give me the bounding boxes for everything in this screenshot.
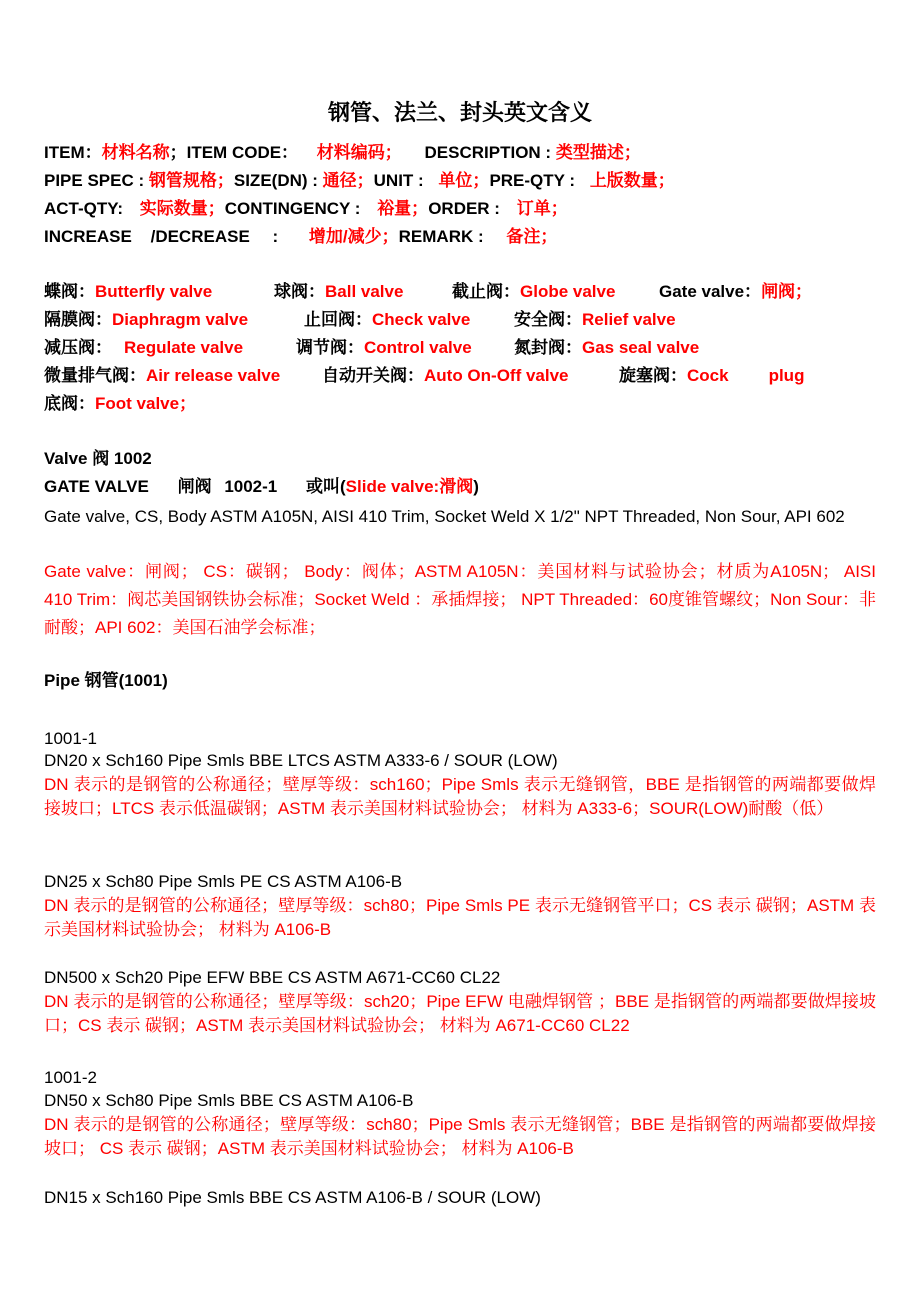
valve-term: 微量排气阀：Air release valve	[44, 366, 281, 385]
pipe-spec-explanation: DN 表示的是钢管的公称通径；壁厚等级：sch20；Pipe EFW 电融焊钢管 ；BBE 是指钢管的两端都要做焊接坡口；CS 表示 碳钢；ASTM 表示美国材料试验协会； 材料为 A671-CC60 CL22	[44, 992, 876, 1035]
increase-key: INCREASE	[44, 227, 132, 246]
unit-key: UNIT :	[373, 171, 424, 190]
valve-term: 自动开关阀：Auto On-Off valve	[322, 366, 569, 385]
valve-term: 安全阀：Relief valve	[514, 310, 676, 329]
remark-key: REMARK :	[398, 227, 484, 246]
pipe-spec-line: DN15 x Sch160 Pipe Smls BBE CS ASTM A106-B / SOUR (LOW)	[44, 1188, 541, 1207]
gate-valve-line	[44, 476, 479, 498]
size-key: SIZE(DN) :	[233, 171, 318, 190]
gate-valve-code: 1002-1	[224, 477, 278, 496]
incdec-colon: :	[272, 227, 279, 246]
valve-term: 止回阀：Check valve	[304, 310, 471, 329]
legend-line-3	[44, 198, 568, 220]
act-qty-key: ACT-QTY:	[44, 199, 124, 218]
valve-term: 底阀：Foot valve；	[44, 394, 197, 413]
item-code-key: ITEM CODE：	[186, 143, 299, 162]
pipe-spec-line: DN50 x Sch80 Pipe Smls BBE CS ASTM A106-B	[44, 1091, 414, 1110]
legend-line-2	[44, 170, 675, 192]
pipe-group-code: 1001-2	[44, 1068, 97, 1087]
valve-term: 球阀：Ball valve	[274, 282, 404, 301]
pipe-spec-line: DN20 x Sch160 Pipe Smls BBE LTCS ASTM A333-6 / SOUR (LOW)	[44, 751, 558, 770]
pipe-spec-explanation: DN 表示的是钢管的公称通径；壁厚等级：sch80；Pipe Smls 表示无缝钢管；BBE 是指钢管的两端都要做焊接坡口； CS 表示 碳钢；ASTM 表示美国材料试验协会； 材料为 A106-B	[44, 1115, 876, 1158]
decrease-key: /DECREASE	[150, 227, 250, 246]
gate-valve-key: GATE VALVE	[44, 477, 149, 496]
unit-value: 单位；	[438, 171, 490, 190]
pre-qty-value: 上版数量；	[589, 171, 675, 190]
gate-valve-close: )	[473, 477, 479, 496]
legend-line-4	[44, 226, 557, 248]
act-qty-value: 实际数量；	[139, 199, 225, 218]
gate-valve-explanation: Gate valve：闸阀； CS：碳钢； Body：阀体；ASTM A105N：美国材料与试验协会；材质为A105N； AISI 410 Trim：阀芯美国钢铁协会标准；Socket Weld ：承插焊接； NPT Threaded：60度锥管螺纹；Non Sour：非耐酸；API 602：美国石油学会标准；	[44, 562, 876, 637]
contingency-value: 裕量；	[377, 199, 429, 218]
pipe-section-heading: Pipe 钢管(1001)	[44, 671, 168, 690]
gate-valve-alt: Slide valve:滑阀	[345, 477, 474, 496]
pipe-spec-value: 钢管规格；	[148, 171, 234, 190]
valve-term: 旋塞阀：Cock plug	[619, 366, 805, 385]
valve-term: 调节阀：Control valve	[296, 338, 472, 357]
order-value: 订单；	[516, 199, 568, 218]
remark-value: 备注；	[506, 227, 558, 246]
item-sep: ；	[169, 143, 187, 162]
pipe-group-code: 1001-1	[44, 729, 97, 748]
valve-term: 氮封阀：Gas seal valve	[514, 338, 700, 357]
pre-qty-key: PRE-QTY :	[489, 171, 576, 190]
pipe-spec-explanation: DN 表示的是钢管的公称通径；壁厚等级：sch160；Pipe Smls 表示无缝钢管，BBE 是指钢管的两端都要做焊接坡口；LTCS 表示低温碳钢；ASTM 表示美国材料试验协会； 材料为 A333-6；SOUR(LOW)耐酸（低）	[44, 775, 876, 818]
legend-line-1	[44, 142, 641, 164]
valve-term: Gate valve：闸阀；	[659, 282, 813, 301]
gate-valve-or: 或叫(	[305, 477, 346, 496]
valve-term: 减压阀： Regulate valve	[44, 338, 244, 357]
page-title: 钢管、法兰、封头英文含义	[327, 100, 592, 126]
pipe-spec-explanation: DN 表示的是钢管的公称通径；壁厚等级：sch80；Pipe Smls PE 表示无缝钢管平口；CS 表示 碳钢；ASTM 表示美国材料试验协会； 材料为 A106-B	[44, 896, 876, 939]
gate-valve-cn: 闸阀	[177, 477, 212, 496]
pipe-spec-key: PIPE SPEC :	[44, 171, 145, 190]
item-key: ITEM：	[44, 143, 102, 162]
pipe-spec-line: DN500 x Sch20 Pipe EFW BBE CS ASTM A671-CC60 CL22	[44, 968, 501, 987]
gate-valve-description: Gate valve, CS, Body ASTM A105N, AISI 410 Trim, Socket Weld X 1/2" NPT Threaded, Non Sour, API 602	[44, 507, 845, 526]
item-value: 材料名称	[101, 143, 170, 162]
valve-term: 隔膜阀：Diaphragm valve	[44, 310, 249, 329]
description-key: DESCRIPTION :	[424, 143, 552, 162]
valve-section-heading: Valve 阀 1002	[44, 449, 152, 468]
incdec-value: 增加/减少；	[308, 227, 399, 246]
description-value: 类型描述；	[555, 143, 641, 162]
contingency-key: CONTINGENCY :	[224, 199, 361, 218]
pipe-spec-line: DN25 x Sch80 Pipe Smls PE CS ASTM A106-B	[44, 872, 403, 891]
valve-term: 蝶阀：Butterfly valve	[44, 282, 213, 301]
order-key: ORDER :	[428, 199, 500, 218]
size-value: 通径；	[322, 171, 374, 190]
valve-term: 截止阀：Globe valve	[452, 282, 616, 301]
item-code-value: 材料编码；	[316, 143, 402, 162]
